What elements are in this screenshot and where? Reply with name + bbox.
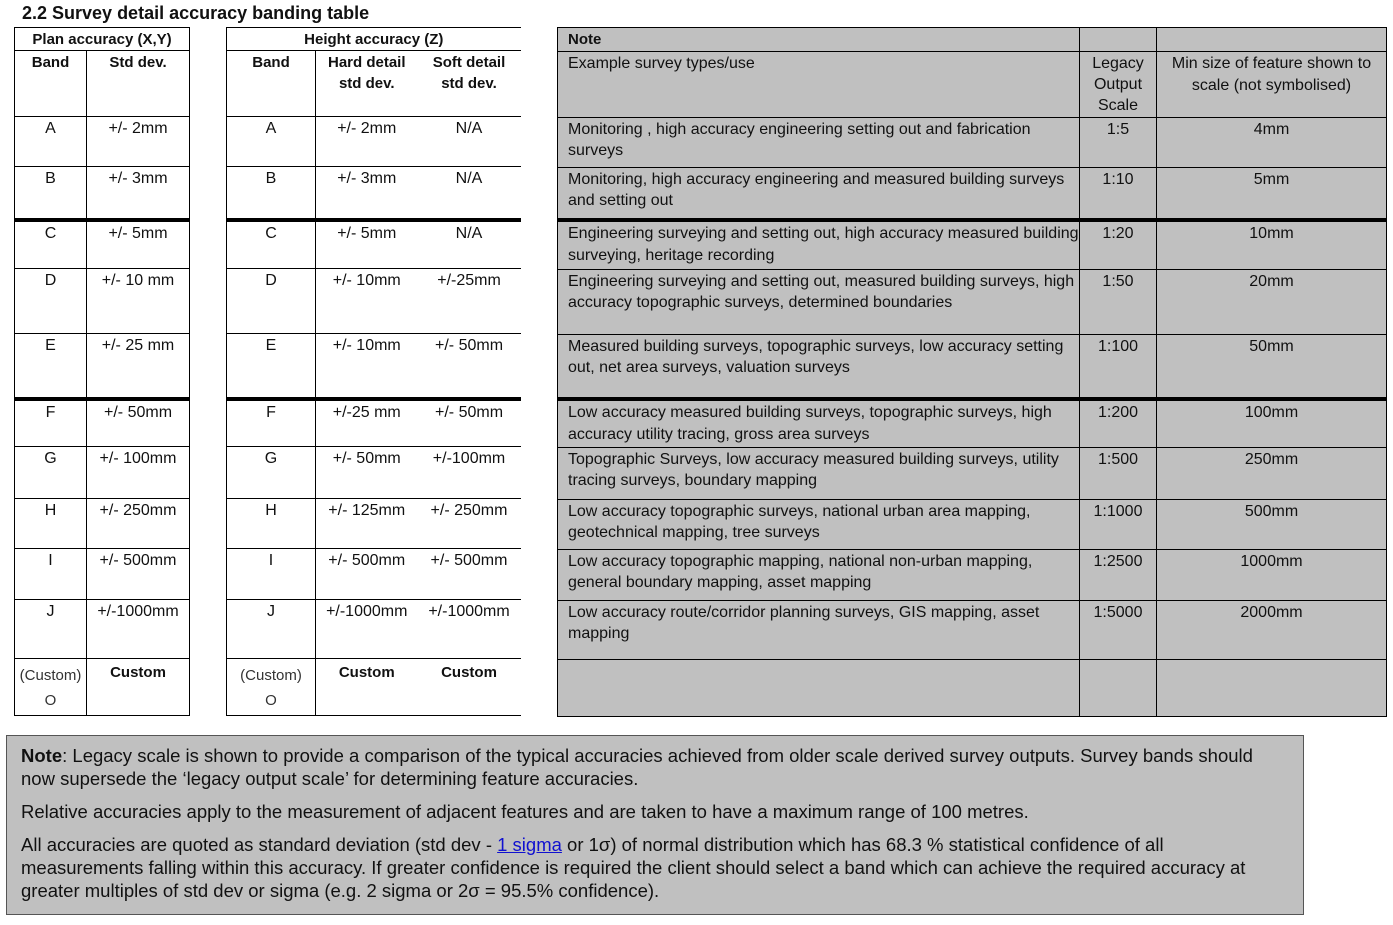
table-row: [15, 117, 190, 167]
height-col-soft: [418, 51, 521, 117]
band-cell: E: [15, 334, 87, 399]
soft-cell: +/-25mm: [418, 269, 521, 334]
hard-cell: +/- 500mm: [316, 549, 418, 600]
example-cell-empty: [558, 659, 1080, 716]
scale-cell: 1:5: [1080, 117, 1157, 167]
min-size-cell: 50mm: [1157, 334, 1387, 399]
band-cell: D: [15, 269, 87, 334]
hard-cell: +/- 125mm: [316, 499, 418, 549]
custom-band-label: (Custom): [19, 667, 82, 684]
table-row: [227, 117, 521, 167]
footnote-paragraph-3: [21, 833, 1289, 902]
band-cell: I: [15, 549, 87, 600]
custom-hard: Custom: [316, 659, 418, 716]
plan-accuracy-table: [14, 27, 190, 716]
band-cell: E: [227, 334, 316, 399]
std-cell: +/- 100mm: [87, 447, 190, 499]
std-cell: +/- 250mm: [87, 499, 190, 549]
example-cell: Low accuracy measured building surveys, topographic surveys, high accuracy utility tracing, gross area surveys: [558, 399, 1080, 447]
band-cell: J: [15, 600, 87, 659]
table-row: [15, 600, 190, 659]
min-size-cell: 2000mm: [1157, 600, 1387, 659]
soft-cell: N/A: [418, 167, 521, 220]
min-size-cell: 100mm: [1157, 399, 1387, 447]
band-cell: A: [227, 117, 316, 167]
soft-cell: +/-100mm: [418, 447, 521, 499]
scale-cell: 1:5000: [1080, 600, 1157, 659]
band-cell: C: [15, 220, 87, 269]
table-row: [15, 269, 190, 334]
example-cell: Measured building surveys, topographic surveys, low accuracy setting out, net area surveys, valuation surveys: [558, 334, 1080, 399]
band-cell: D: [227, 269, 316, 334]
custom-value: Custom: [87, 659, 190, 716]
example-cell: Engineering surveying and setting out, measured building surveys, high accuracy topographic surveys, determined boundaries: [558, 269, 1080, 334]
table-row: [558, 269, 1387, 334]
table-row: [558, 334, 1387, 399]
example-cell: Topographic Surveys, low accuracy measured building surveys, utility tracing surveys, boundary mapping: [558, 447, 1080, 499]
soft-cell: N/A: [418, 220, 521, 269]
scale-cell: 1:100: [1080, 334, 1157, 399]
table-row: [227, 167, 521, 220]
custom-soft: Custom: [418, 659, 521, 716]
note-header: Note: [558, 28, 1080, 52]
plan-col-std: Std dev.: [87, 51, 190, 117]
soft-cell: +/- 250mm: [418, 499, 521, 549]
height-col-hard-line2: std dev.: [338, 75, 395, 92]
std-cell: +/- 2mm: [87, 117, 190, 167]
table-row: [15, 220, 190, 269]
hard-cell: +/- 3mm: [316, 167, 418, 220]
band-cell: H: [15, 499, 87, 549]
table-row: [558, 659, 1387, 716]
footnote-text-3b: or 1σ) of normal distribution which has 68.3 % statistical confidence of all measurements falling within this accuracy. If greater confidence is required the client should select a band which can achieve the required accuracy at greater multiples of std dev or sigma (e.g. 2 sigma or 2σ = 95.5% confidence).: [21, 834, 1246, 901]
footnote-text-1: : Legacy scale is shown to provide a comparison of the typical accuracies achieved from older scale derived survey outputs. Survey bands should now supersede the ‘legacy output scale’ for determining feature accuracies.: [21, 745, 1253, 789]
table-row: [227, 220, 521, 269]
scale-cell: 1:1000: [1080, 499, 1157, 549]
footnote-box: [6, 735, 1304, 915]
band-cell: B: [15, 167, 87, 220]
height-col-soft-line2: std dev.: [441, 75, 497, 92]
note-col-min: Min size of feature shown to scale (not symbolised): [1157, 51, 1387, 117]
height-col-hard: [316, 51, 418, 117]
band-cell: B: [227, 167, 316, 220]
scale-cell: 1:2500: [1080, 549, 1157, 600]
note-col-scale-line2: Output: [1093, 75, 1143, 93]
hard-cell: +/- 5mm: [316, 220, 418, 269]
table-row: [227, 334, 521, 399]
table-row: [558, 399, 1387, 447]
table-row: [15, 549, 190, 600]
plan-header: Plan accuracy (X,Y): [15, 28, 190, 51]
note-header-blank: [1080, 28, 1157, 52]
table-row: [227, 399, 521, 447]
table-row: [558, 600, 1387, 659]
scale-cell: 1:200: [1080, 399, 1157, 447]
page-title: 2.2 Survey detail accuracy banding table: [22, 3, 370, 23]
band-cell: I: [227, 549, 316, 600]
scale-cell: 1:500: [1080, 447, 1157, 499]
min-size-cell: 4mm: [1157, 117, 1387, 167]
band-cell: G: [15, 447, 87, 499]
min-size-cell-empty: [1157, 659, 1387, 716]
band-cell: G: [227, 447, 316, 499]
custom-band-cell: [227, 659, 316, 716]
custom-band-label: (Custom): [240, 667, 302, 684]
soft-cell: +/- 500mm: [418, 549, 521, 600]
table-row: [227, 600, 521, 659]
min-size-cell: 10mm: [1157, 220, 1387, 269]
band-cell: H: [227, 499, 316, 549]
table-row: [227, 447, 521, 499]
min-size-cell: 250mm: [1157, 447, 1387, 499]
scale-cell: 1:50: [1080, 269, 1157, 334]
note-col-scale-line3: Scale: [1097, 96, 1139, 114]
note-col-example: Example survey types/use: [558, 51, 1080, 117]
example-cell: Monitoring, high accuracy engineering and measured building surveys and setting out: [558, 167, 1080, 220]
height-header: Height accuracy (Z): [227, 28, 521, 51]
footnote-text-3a: All accuracies are quoted as standard deviation (std dev -: [21, 834, 498, 855]
std-cell: +/- 25 mm: [87, 334, 190, 399]
plan-col-band: Band: [15, 51, 87, 117]
band-cell: F: [227, 399, 316, 447]
hard-cell: +/-1000mm: [316, 600, 418, 659]
hard-cell: +/- 50mm: [316, 447, 418, 499]
table-row: [227, 499, 521, 549]
min-size-cell: 20mm: [1157, 269, 1387, 334]
table-row: [558, 167, 1387, 220]
soft-cell: +/-1000mm: [418, 600, 521, 659]
table-row: [558, 117, 1387, 167]
min-size-cell: 5mm: [1157, 167, 1387, 220]
example-cell: Low accuracy route/corridor planning surveys, GIS mapping, asset mapping: [558, 600, 1080, 659]
custom-band-code: O: [265, 692, 277, 709]
example-cell: Low accuracy topographic mapping, national non-urban mapping, general boundary mapping, asset mapping: [558, 549, 1080, 600]
scale-cell-empty: [1080, 659, 1157, 716]
height-accuracy-table: [226, 27, 521, 716]
std-cell: +/- 500mm: [87, 549, 190, 600]
table-row: [15, 399, 190, 447]
footnote-note-label: Note: [21, 745, 63, 766]
hard-cell: +/- 10mm: [316, 334, 418, 399]
std-cell: +/- 50mm: [87, 399, 190, 447]
sigma-link[interactable]: 1 sigma: [497, 834, 562, 855]
note-col-scale: [1080, 51, 1157, 117]
custom-band-cell: [15, 659, 87, 716]
table-row: [227, 659, 521, 716]
std-cell: +/- 5mm: [87, 220, 190, 269]
table-row: [15, 659, 190, 716]
example-cell: Engineering surveying and setting out, high accuracy measured building surveying, heritage recording: [558, 220, 1080, 269]
table-row: [227, 549, 521, 600]
min-size-cell: 500mm: [1157, 499, 1387, 549]
min-size-cell: 1000mm: [1157, 549, 1387, 600]
example-cell: Low accuracy topographic surveys, national urban area mapping, geotechnical mapping, tree surveys: [558, 499, 1080, 549]
soft-cell: +/- 50mm: [418, 334, 521, 399]
soft-cell: N/A: [418, 117, 521, 167]
survey-use-table: [557, 27, 1387, 717]
hard-cell: +/- 10mm: [316, 269, 418, 334]
table-row: [558, 499, 1387, 549]
note-col-scale-line1: Legacy: [1092, 54, 1144, 72]
table-row: [227, 269, 521, 334]
footnote-paragraph-2: Relative accuracies apply to the measurement of adjacent features and are taken to have a maximum range of 100 metres.: [21, 801, 1029, 822]
example-cell: Monitoring , high accuracy engineering setting out and fabrication surveys: [558, 117, 1080, 167]
table-row: [15, 499, 190, 549]
custom-band-code: O: [44, 692, 57, 709]
soft-cell: +/- 50mm: [418, 399, 521, 447]
std-cell: +/-1000mm: [87, 600, 190, 659]
band-cell: C: [227, 220, 316, 269]
std-cell: +/- 10 mm: [87, 269, 190, 334]
band-cell: A: [15, 117, 87, 167]
hard-cell: +/- 2mm: [316, 117, 418, 167]
height-col-hard-line1: Hard detail: [327, 54, 406, 71]
table-row: [558, 447, 1387, 499]
footnote-paragraph-1: [21, 744, 1289, 790]
table-row: [15, 167, 190, 220]
band-cell: F: [15, 399, 87, 447]
table-row: [15, 447, 190, 499]
table-row: [15, 334, 190, 399]
height-col-band: Band: [227, 51, 316, 117]
table-row: [558, 220, 1387, 269]
hard-cell: +/-25 mm: [316, 399, 418, 447]
table-row: [558, 549, 1387, 600]
scale-cell: 1:10: [1080, 167, 1157, 220]
scale-cell: 1:20: [1080, 220, 1157, 269]
note-header-blank: [1157, 28, 1387, 52]
std-cell: +/- 3mm: [87, 167, 190, 220]
height-col-soft-line1: Soft detail: [432, 54, 506, 71]
band-cell: J: [227, 600, 316, 659]
